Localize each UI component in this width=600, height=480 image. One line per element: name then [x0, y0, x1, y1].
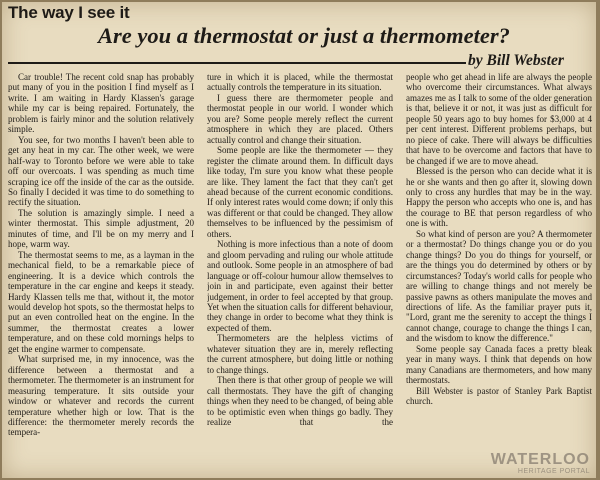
text-column-2	[207, 72, 393, 476]
paragraph: So what kind of person are you? A thermometer or a thermostat? Do things change you or do you change things? Do you do things for yourself, or are the things you do determined by others or by circumstances? Today's world calls for people who are willing to change things and not merely be passive pawns as others manipulate the moves and directions of life. As the familiar prayer puts it, "Lord, grant me the serenity to accept the things I cannot change, courage to change the things I can, and the wisdom to know the difference."	[406, 228, 592, 344]
text-column-3	[406, 72, 592, 476]
paragraph: The thermostat seems to me, as a layman in the mechanical field, to be a remarkable piece of engineering. It is a device which controls the temperature in the car engine and keeps it steady. Hardy Klassen tells me that, without it, the motor would develop hot spots, so the thermostat helps to put an even controlled heat on the engine. In the summer, the thermostat creates a lower temperature, and on these cold mornings helps to get the engine warmer to compensate.	[8, 249, 194, 354]
text-column-1	[8, 72, 194, 476]
paragraph: Some people are like the thermometer — they register the climate around them. In difficult days like today, I'm sure you know what these people are like. They lament the fact that they can't get ahead because of the current economic conditions. If only interest rates would come down; if only this was different or that could be changed. They allow themselves to be influenced by the pessimism of others.	[207, 145, 393, 239]
paragraph: Blessed is the person who can decide what it is he or she wants and then go after it, slowing down only to cross any hurdles that may be in the way. Happy the person who accepts who one is, and has the courage to BE that person regardless of who one is with.	[406, 166, 592, 229]
paragraph: ture in which it is placed, while the thermostat actually controls the temperature in its situation.	[207, 72, 393, 93]
paragraph: people who get ahead in life are always the people who overcome their circumstances. What always amazes me as I talk to some of the older generation is that, believe it or not, it was just as difficult for people 50 years ago to buy homes for $3,000 at 4 per cent interest. Different problems perhaps, but no piece of cake. There will always be difficulties that have to be overcome and factors that have to be changed if we are to move ahead.	[406, 72, 592, 166]
author-note: Bill Webster is pastor of Stanley Park Baptist church.	[406, 385, 592, 407]
paragraph: Then there is that other group of people we will call thermostats. They have the gift of changing things when they need to be changed, of being able to be optimistic even when things go badly. They realize that the	[207, 375, 393, 427]
paragraph: The solution is amazingly simple. I need a winter thermostat. This simple adjustment, 20 minutes of time, and I'll be on my merry and I hope, warm way.	[8, 207, 194, 250]
column-kicker: The way I see it	[8, 3, 130, 22]
paragraph: What surprised me, in my innocence, was the difference between a thermostat and a thermometer. The thermometer is an instrument for measuring temperature. It sits outside your window or whatever and records the current temperature whether high or low. That is the difference: the thermometer merely records the tempera-	[8, 354, 194, 438]
paragraph: Car trouble! The recent cold snap has probably put many of you in the position I find myself as I write. I am waiting in Hardy Klassen's garage while my car is being repaired. Fortunately, the problem is fairly minor and the solution relatively simple.	[8, 72, 194, 135]
newspaper-clipping	[2, 2, 596, 478]
paragraph: You see, for two months I haven't been able to get any heat in my car. The other week, we were half-way to Toronto before we were able to take off our overcoats. I was spending as much time scraping ice off the inside of the car as the outside. So finally I decided it was time to do something to rectify the situation.	[8, 134, 194, 208]
paragraph: I guess there are thermometer people and thermostat people in our world. I wonder which you are? Some people merely reflect the current atmosphere in which they are placed. Others actually control and change their situation.	[207, 92, 393, 145]
watermark-title: WATERLOO	[490, 451, 590, 468]
paragraph: Thermometers are the helpless victims of whatever situation they are in, merely reflecting the current atmosphere, but doing little or nothing to change things.	[207, 333, 393, 375]
article-body	[8, 72, 592, 476]
watermark-subtitle: HERITAGE PORTAL	[517, 468, 590, 475]
heritage-portal-watermark	[491, 452, 590, 475]
article-headline: Are you a thermostat or just a thermometer?	[98, 23, 510, 48]
paragraph: Nothing is more infectious than a note of doom and gloom pervading and ruling our whole attitude and outlook. Some people in an atmosphere of bad language or off-colour humour allow themselves to join in and participate, even against their better judgement, in order to feel accepted by that group. Yet when the situation calls for different behaviour, they change in order to become what they think is expected of them.	[207, 239, 393, 333]
byline: by Bill Webster	[468, 52, 564, 69]
headline-rule	[8, 62, 466, 64]
paragraph: Some people say Canada faces a pretty bleak year in many ways. I think that depends on how many Canadians are thermometers, and how many thermostats.	[406, 343, 592, 386]
